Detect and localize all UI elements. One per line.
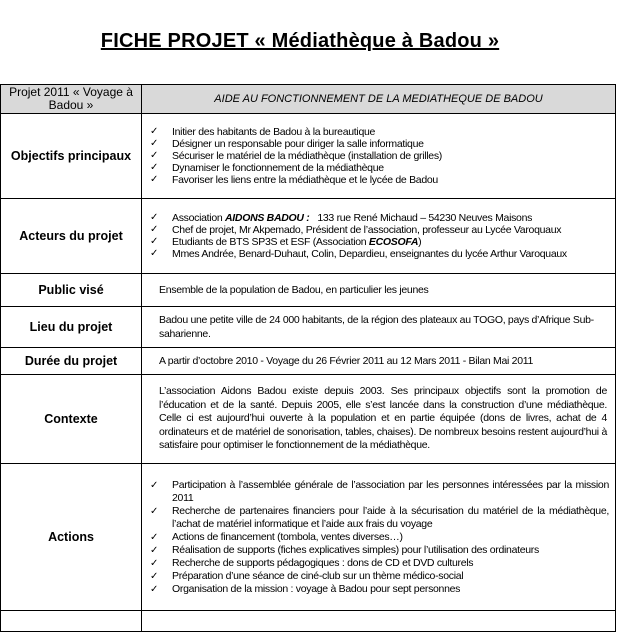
list-item: ✓ Participation à l’assemblée générale de l’association par les personnes intéressées par la mission 2011 (150, 479, 609, 505)
duree-text: A partir d’octobre 2010 - Voyage du 26 Février 2011 au 12 Mars 2011 - Bilan Mai 2011 (159, 355, 534, 367)
objectifs-row (1, 114, 616, 199)
list-item (150, 236, 609, 248)
lieu-row (1, 307, 616, 348)
acteurs-cell (142, 199, 616, 274)
etudiants-prefix: Etudiants de BTS SP3S et ESF (Association (172, 236, 369, 248)
actions-row (1, 464, 616, 611)
actions-label: Actions (1, 464, 142, 611)
objectifs-list (142, 126, 615, 186)
lieu-text: Badou une petite ville de 24 000 habitants, de la région des plateaux au TOGO, pays d’Afrique Sub-saharienne. (159, 314, 594, 340)
objectifs-label: Objectifs principaux (1, 114, 142, 199)
contexte-cell (142, 375, 616, 464)
continuation-cell (142, 611, 616, 632)
list-item: ✓ Favoriser les liens entre la médiathèque et le lycée de Badou (150, 174, 609, 186)
list-item: ✓ Mmes Andrée, Benard-Duhaut, Colin, Depardieu, enseignantes du lycée Arthur Varoquaux (150, 248, 609, 260)
list-item: ✓ Organisation de la mission : voyage à Badou pour sept personnes (150, 583, 609, 596)
list-item: ✓ Actions de financement (tombola, ventes diverses…) (150, 531, 609, 544)
public-text: Ensemble de la population de Badou, en particulier les jeunes (159, 284, 429, 296)
lieu-label: Lieu du projet (1, 307, 142, 348)
contexte-row (1, 375, 616, 464)
continuation-label-cell (1, 611, 142, 632)
page-title: FICHE PROJET « Médiathèque à Badou » (100, 30, 500, 52)
header-left-cell: Projet 2011 « Voyage à Badou » (1, 85, 142, 114)
list-item: ✓ Dynamiser le fonctionnement de la médiathèque (150, 162, 609, 174)
ecosofa-name: ECOSOFA (368, 236, 419, 248)
header-right-cell: AIDE AU FONCTIONNEMENT DE LA MEDIATHEQUE DE BADOU (142, 85, 616, 114)
duree-label: Durée du projet (1, 348, 142, 375)
list-item: ✓ Réalisation de supports (fiches explicatives simples) pour l’utilisation des ordinateurs (150, 544, 609, 557)
list-item: ✓ Préparation d’une séance de ciné-club sur un thème médico-social (150, 570, 609, 583)
list-item: ✓ Désigner un responsable pour diriger la salle informatique (150, 138, 609, 150)
acteur-prefix: Association (172, 212, 226, 224)
acteurs-label: Acteurs du projet (1, 199, 142, 274)
public-label: Public visé (1, 274, 142, 307)
association-name: AIDONS BADOU : (225, 212, 310, 224)
list-item: ✓ Initier des habitants de Badou à la bureautique (150, 126, 609, 138)
header-row (1, 85, 616, 114)
project-sheet-table (0, 84, 616, 632)
contexte-label: Contexte (1, 375, 142, 464)
list-item (150, 212, 609, 224)
list-item: ✓ Recherche de supports pédagogiques : dons de CD et DVD culturels (150, 557, 609, 570)
public-row (1, 274, 616, 307)
association-address: 133 rue René Michaud – 54230 Neuves Maisons (309, 212, 533, 224)
acteurs-row (1, 199, 616, 274)
actions-list (142, 479, 615, 596)
duree-cell (142, 348, 616, 375)
list-item: ✓ Sécuriser le matériel de la médiathèque (installation de grilles) (150, 150, 609, 162)
continuation-row (1, 611, 616, 632)
public-cell (142, 274, 616, 307)
acteurs-list (142, 212, 615, 260)
etudiants-suffix: ) (418, 236, 422, 248)
list-item: ✓ Recherche de partenaires financiers pour l’aide à la sécurisation du matériel de la médiathèque, l’achat de matériel informatique et l’aide aux frais du voyage (150, 505, 609, 531)
lieu-cell (142, 307, 616, 348)
duree-row (1, 348, 616, 375)
contexte-text: L’association Aidons Badou existe depuis 2003. Ses principaux objectifs sont la promotion de l’éducation et de la santé. Depuis 2005, elle s’est lancée dans la construction d’une médiathèque. Celle ci est aujourd’hui ouverte à la population et en partie équipée (dons de livres, achat de 4 ordinateurs et de matériel de sonorisation, tables, chaises). De nombreux besoins restent aujourd’hui à satisfaire pour optimiser le fonctionnement de la médiathèque. (159, 385, 607, 452)
objectifs-cell (142, 114, 616, 199)
list-item: ✓ Chef de projet, Mr Akpemado, Président de l’association, professeur au Lycée Varoquaux (150, 224, 609, 236)
actions-cell (142, 464, 616, 611)
